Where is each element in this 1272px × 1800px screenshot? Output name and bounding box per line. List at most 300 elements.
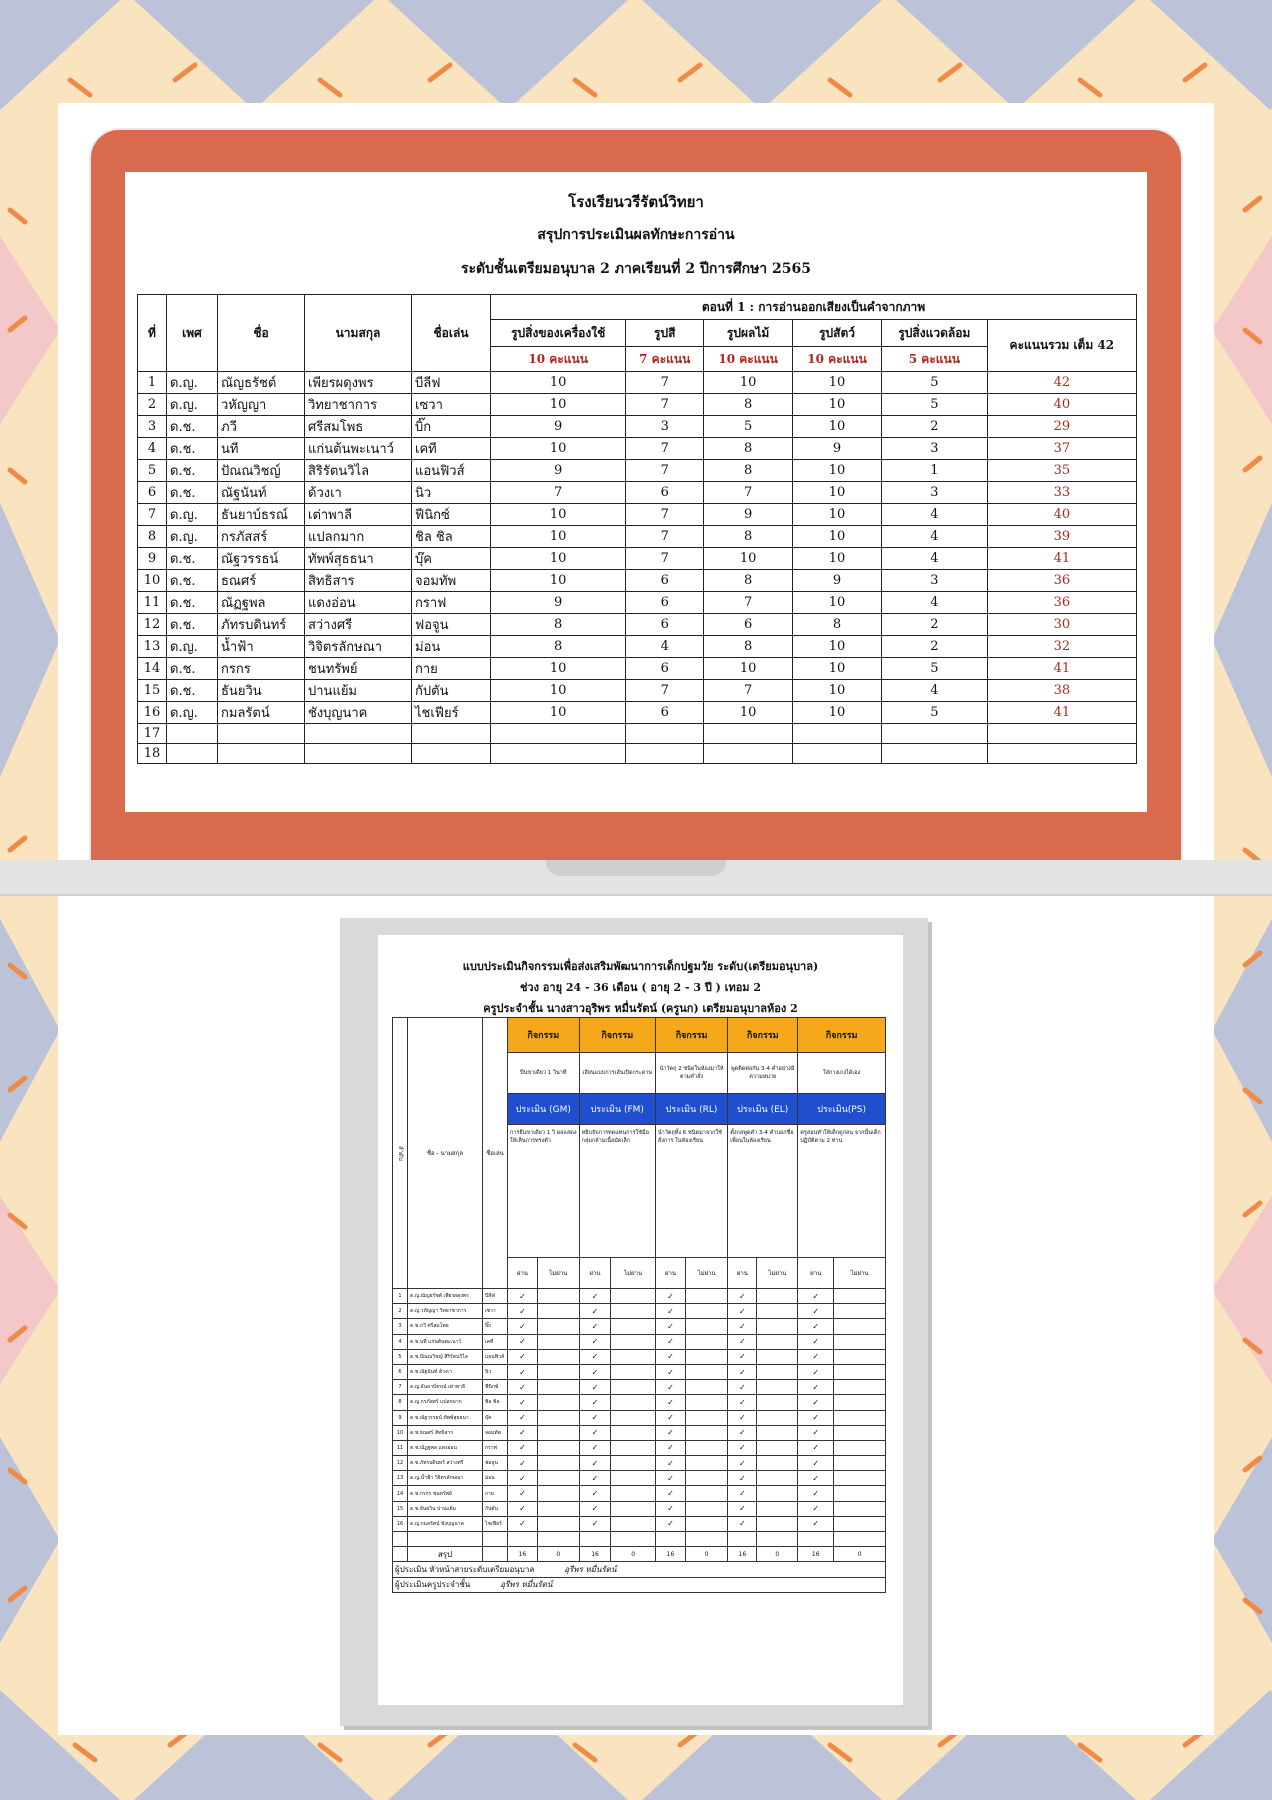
summary-fail: 0 — [537, 1547, 579, 1562]
score-row — [138, 526, 1137, 548]
cell-score: 10 — [793, 526, 882, 548]
fail-cell — [834, 1425, 886, 1440]
student-name: ด.ญ.วหัญญา วิทยาชาการ — [408, 1304, 483, 1319]
cell-score: 8 — [491, 614, 626, 636]
fail-cell — [834, 1471, 886, 1486]
cell-nickname: นิว — [412, 482, 491, 504]
cell-score: 10 — [491, 504, 626, 526]
cell-score: 7 — [626, 394, 704, 416]
cell-score: 10 — [793, 680, 882, 702]
fail-cell — [757, 1334, 798, 1349]
cell-no: 3 — [138, 416, 167, 438]
cell-nickname: บีลีฟ — [412, 372, 491, 394]
fail-cell — [834, 1486, 886, 1501]
cell-total: 42 — [987, 372, 1136, 394]
pass-check: ✓ — [579, 1516, 611, 1531]
pass-check: ✓ — [728, 1380, 757, 1395]
cell-nickname — [412, 744, 491, 764]
pass-check: ✓ — [728, 1471, 757, 1486]
cell-no: 5 — [138, 460, 167, 482]
fail-cell — [757, 1319, 798, 1334]
blank-cell — [393, 1547, 408, 1562]
cell-score: 7 — [626, 526, 704, 548]
fail-label: ไม่ผ่าน — [611, 1258, 655, 1289]
student-no: 6 — [393, 1364, 408, 1379]
cell-score: 8 — [704, 636, 793, 658]
fail-cell — [834, 1380, 886, 1395]
cell-surname — [305, 744, 412, 764]
cell-surname: วิจิตรลักษณา — [305, 636, 412, 658]
pass-check: ✓ — [655, 1380, 685, 1395]
student-nick: เซวา — [483, 1304, 508, 1319]
pass-check: ✓ — [508, 1319, 538, 1334]
signature: อุรีพร หมื่นรัตน์ — [564, 1564, 617, 1574]
pass-check: ✓ — [579, 1304, 611, 1319]
fail-cell — [834, 1334, 886, 1349]
cell-score: 8 — [704, 570, 793, 592]
cell-surname: สิทธิสาร — [305, 570, 412, 592]
summary-fail: 0 — [686, 1547, 728, 1562]
cell-nickname: จอมทัพ — [412, 570, 491, 592]
pass-check: ✓ — [728, 1304, 757, 1319]
cell-nickname: แอนฟิวส์ — [412, 460, 491, 482]
assessor-row — [393, 1577, 886, 1592]
cell-surname: ศรีสมโพธ — [305, 416, 412, 438]
activity-desc: พูดติดต่อกัน 3-4 คำอย่างมีความหมาย — [728, 1053, 798, 1094]
cell-no: 2 — [138, 394, 167, 416]
activity-desc: ใส่กางเกงได้เอง — [798, 1053, 886, 1094]
cell-score — [882, 744, 988, 764]
pass-check: ✓ — [798, 1501, 834, 1516]
score-row — [138, 724, 1137, 744]
assessment-header: ประเมิน (FM) — [579, 1094, 655, 1125]
pass-check: ✓ — [798, 1319, 834, 1334]
blank-cell — [686, 1532, 728, 1547]
fail-cell — [686, 1516, 728, 1531]
pass-check: ✓ — [579, 1440, 611, 1455]
fail-cell — [537, 1289, 579, 1304]
cell-gender: ด.ญ. — [167, 504, 218, 526]
student-name: ด.ช.ปัณณวิชญ์ สิริรัตนวิไล — [408, 1349, 483, 1364]
fail-cell — [537, 1440, 579, 1455]
cell-total: 41 — [987, 658, 1136, 680]
summary-pass: 16 — [579, 1547, 611, 1562]
pass-check: ✓ — [508, 1425, 538, 1440]
summary-fail: 0 — [834, 1547, 886, 1562]
cell-nickname: กราฟ — [412, 592, 491, 614]
fail-cell — [686, 1486, 728, 1501]
summary-document — [125, 172, 1147, 812]
cell-total — [987, 724, 1136, 744]
cell-name: ธันยาบ์ธรณ์ — [218, 504, 305, 526]
fail-cell — [537, 1471, 579, 1486]
cell-name: นที — [218, 438, 305, 460]
fail-cell — [686, 1456, 728, 1471]
cell-score: 10 — [793, 592, 882, 614]
cell-score: 7 — [626, 680, 704, 702]
student-no: 13 — [393, 1471, 408, 1486]
pass-check: ✓ — [655, 1456, 685, 1471]
student-name: ด.ช.ภวี ศรีสมโพธ — [408, 1319, 483, 1334]
eval-nick-header: ชื่อเล่น — [483, 1018, 508, 1289]
col-no: ที่ — [138, 295, 167, 372]
pass-check: ✓ — [579, 1380, 611, 1395]
fail-cell — [537, 1334, 579, 1349]
fail-cell — [834, 1516, 886, 1531]
cell-nickname: ม่อน — [412, 636, 491, 658]
assessment-desc: หยิบจับการทดแทนการใช้มือ กลุ่มกล้ามเนื้อมัดเล็ก — [579, 1125, 655, 1258]
student-nick: กราฟ — [483, 1440, 508, 1455]
summary-fail: 0 — [757, 1547, 798, 1562]
cell-score: 2 — [882, 416, 988, 438]
activity-desc: ปีนขาเดียว 1 วินาที — [508, 1053, 580, 1094]
cell-gender — [167, 744, 218, 764]
activity-desc: เลียนแบบการเส้นเปิดกระดาษ — [579, 1053, 655, 1094]
cell-score: 7 — [704, 482, 793, 504]
cell-score: 9 — [793, 438, 882, 460]
pass-check: ✓ — [508, 1334, 538, 1349]
pass-check: ✓ — [508, 1395, 538, 1410]
fail-cell — [537, 1380, 579, 1395]
cell-score: 7 — [626, 438, 704, 460]
score-row — [138, 394, 1137, 416]
fail-cell — [686, 1319, 728, 1334]
cell-score: 10 — [793, 394, 882, 416]
cell-gender: ด.ช. — [167, 592, 218, 614]
cell-score: 10 — [704, 548, 793, 570]
cell-gender: ด.ช. — [167, 416, 218, 438]
activity-header: กิจกรรม — [508, 1018, 580, 1053]
fail-cell — [834, 1349, 886, 1364]
fail-cell — [611, 1486, 655, 1501]
blank-cell — [483, 1547, 508, 1562]
fail-cell — [611, 1456, 655, 1471]
fail-cell — [757, 1349, 798, 1364]
cell-nickname: เคที — [412, 438, 491, 460]
pass-check: ✓ — [508, 1486, 538, 1501]
score-row — [138, 482, 1137, 504]
fail-cell — [537, 1486, 579, 1501]
activity-desc: นำวัตถุ 2 ชนิดในห้องมาให้ตามคำสั่ง — [655, 1053, 727, 1094]
cell-score — [704, 744, 793, 764]
pass-check: ✓ — [798, 1486, 834, 1501]
fail-cell — [686, 1304, 728, 1319]
cell-score: 9 — [491, 416, 626, 438]
cell-nickname: ฟอจูน — [412, 614, 491, 636]
pass-check: ✓ — [579, 1456, 611, 1471]
pass-check: ✓ — [798, 1440, 834, 1455]
score-row — [138, 570, 1137, 592]
blank-cell — [798, 1532, 834, 1547]
pass-check: ✓ — [508, 1364, 538, 1379]
cell-gender: ด.ญ. — [167, 372, 218, 394]
cell-surname: ชังบุญนาค — [305, 702, 412, 724]
cell-score: 6 — [626, 702, 704, 724]
cell-no: 1 — [138, 372, 167, 394]
score-row — [138, 438, 1137, 460]
pass-check: ✓ — [655, 1440, 685, 1455]
evaluation-table — [392, 1017, 886, 1593]
pass-check: ✓ — [655, 1486, 685, 1501]
assessment-desc: ครูสอนทำให้เด็กดูก่อน จากนั้นเด็กปฏิบัติตาม 2 ท่าน — [798, 1125, 886, 1258]
fail-cell — [537, 1364, 579, 1379]
cell-score: 5 — [704, 416, 793, 438]
cell-name: ณัฐนันท์ — [218, 482, 305, 504]
blank-cell — [408, 1532, 483, 1547]
fail-cell — [537, 1349, 579, 1364]
student-no: 12 — [393, 1456, 408, 1471]
pass-check: ✓ — [798, 1380, 834, 1395]
cell-score: 6 — [626, 658, 704, 680]
cell-score — [491, 744, 626, 764]
student-no: 9 — [393, 1410, 408, 1425]
fail-cell — [537, 1319, 579, 1334]
score-row — [138, 372, 1137, 394]
cat-label: รูปสี — [626, 320, 704, 347]
fail-cell — [834, 1364, 886, 1379]
pass-check: ✓ — [508, 1456, 538, 1471]
pass-check: ✓ — [728, 1334, 757, 1349]
fail-cell — [611, 1289, 655, 1304]
cell-surname — [305, 724, 412, 744]
cell-score: 10 — [793, 658, 882, 680]
fail-cell — [757, 1425, 798, 1440]
fail-cell — [611, 1364, 655, 1379]
pass-check: ✓ — [798, 1304, 834, 1319]
cell-score — [626, 724, 704, 744]
fail-cell — [757, 1471, 798, 1486]
pass-label: ผ่าน — [655, 1258, 685, 1289]
col-gender: เพศ — [167, 295, 218, 372]
score-row — [138, 614, 1137, 636]
cell-score: 4 — [882, 680, 988, 702]
assessment-header: ประเมิน(PS) — [798, 1094, 886, 1125]
pass-check: ✓ — [728, 1486, 757, 1501]
pass-check: ✓ — [728, 1516, 757, 1531]
score-row — [138, 680, 1137, 702]
summary-pass: 16 — [655, 1547, 685, 1562]
fail-cell — [757, 1486, 798, 1501]
pass-check: ✓ — [508, 1440, 538, 1455]
cat-points: 10 คะแนน — [491, 347, 626, 372]
cell-gender: ด.ญ. — [167, 636, 218, 658]
summary-pass: 16 — [728, 1547, 757, 1562]
pass-check: ✓ — [728, 1410, 757, 1425]
cell-no: 10 — [138, 570, 167, 592]
eval-student-row — [393, 1395, 886, 1410]
fail-cell — [611, 1516, 655, 1531]
eval-student-row — [393, 1349, 886, 1364]
fail-cell — [757, 1304, 798, 1319]
student-name: ด.ช.ณัฐนันท์ ด้วงเา — [408, 1364, 483, 1379]
eval-student-row — [393, 1456, 886, 1471]
fail-cell — [686, 1501, 728, 1516]
cell-score: 10 — [491, 372, 626, 394]
student-no: 7 — [393, 1380, 408, 1395]
student-name: ด.ช.ณัฐวรรธน์ ทัพพ์สุธธนา — [408, 1410, 483, 1425]
cell-score: 10 — [793, 548, 882, 570]
fail-cell — [611, 1410, 655, 1425]
fail-cell — [611, 1440, 655, 1455]
pass-check: ✓ — [728, 1349, 757, 1364]
student-no: 5 — [393, 1349, 408, 1364]
cell-score: 9 — [793, 570, 882, 592]
eval-student-row — [393, 1410, 886, 1425]
cell-score: 9 — [491, 592, 626, 614]
pass-check: ✓ — [798, 1334, 834, 1349]
student-nick: กัปตัน — [483, 1501, 508, 1516]
cell-surname: ปานแย้ม — [305, 680, 412, 702]
pass-check: ✓ — [508, 1471, 538, 1486]
pass-check: ✓ — [655, 1289, 685, 1304]
cell-no: 12 — [138, 614, 167, 636]
cell-name — [218, 724, 305, 744]
cell-score: 8 — [491, 636, 626, 658]
eval-header-row — [393, 1018, 886, 1053]
eval-student-row — [393, 1319, 886, 1334]
cell-score: 3 — [882, 570, 988, 592]
cell-surname: สิริรัตนวิไล — [305, 460, 412, 482]
cat-label: รูปสิ่งแวดล้อม — [882, 320, 988, 347]
pass-check: ✓ — [579, 1410, 611, 1425]
cell-no: 18 — [138, 744, 167, 764]
cell-score: 4 — [882, 548, 988, 570]
student-no: 11 — [393, 1440, 408, 1455]
cell-gender: ด.ช. — [167, 548, 218, 570]
pass-check: ✓ — [655, 1364, 685, 1379]
cell-score: 8 — [704, 394, 793, 416]
fail-label: ไม่ผ่าน — [537, 1258, 579, 1289]
pass-check: ✓ — [728, 1440, 757, 1455]
cat-points: 10 คะแนน — [704, 347, 793, 372]
cell-total: 40 — [987, 394, 1136, 416]
fail-cell — [834, 1440, 886, 1455]
cell-score: 3 — [882, 482, 988, 504]
pass-label: ผ่าน — [728, 1258, 757, 1289]
cell-score: 4 — [882, 526, 988, 548]
student-no: 8 — [393, 1395, 408, 1410]
cell-no: 9 — [138, 548, 167, 570]
cell-score: 2 — [882, 614, 988, 636]
cell-gender: ด.ช. — [167, 570, 218, 592]
pass-check: ✓ — [798, 1471, 834, 1486]
cat-label: รูปสัตว์ — [793, 320, 882, 347]
student-no: 1 — [393, 1289, 408, 1304]
cell-score: 10 — [491, 394, 626, 416]
cell-score: 10 — [793, 504, 882, 526]
fail-cell — [757, 1395, 798, 1410]
cell-nickname: กาย — [412, 658, 491, 680]
cell-score: 6 — [704, 614, 793, 636]
cell-score: 10 — [491, 438, 626, 460]
cell-no: 17 — [138, 724, 167, 744]
fail-cell — [686, 1364, 728, 1379]
cell-gender — [167, 724, 218, 744]
pass-check: ✓ — [508, 1304, 538, 1319]
student-no: 4 — [393, 1334, 408, 1349]
cell-no: 7 — [138, 504, 167, 526]
cell-score: 4 — [882, 504, 988, 526]
pass-check: ✓ — [579, 1319, 611, 1334]
pass-check: ✓ — [655, 1471, 685, 1486]
student-no: 14 — [393, 1486, 408, 1501]
student-nick: บุ๊ค — [483, 1410, 508, 1425]
blank-cell — [537, 1532, 579, 1547]
eval-student-row — [393, 1380, 886, 1395]
cell-no: 15 — [138, 680, 167, 702]
cell-total: 29 — [987, 416, 1136, 438]
fail-cell — [537, 1395, 579, 1410]
score-row — [138, 658, 1137, 680]
pass-check: ✓ — [508, 1501, 538, 1516]
pass-check: ✓ — [579, 1486, 611, 1501]
score-row — [138, 592, 1137, 614]
score-row — [138, 702, 1137, 724]
fail-cell — [686, 1289, 728, 1304]
eval-student-row — [393, 1471, 886, 1486]
pass-check: ✓ — [728, 1501, 757, 1516]
cell-surname: สว่างศรี — [305, 614, 412, 636]
cell-score: 7 — [491, 482, 626, 504]
cell-score: 10 — [793, 460, 882, 482]
col-total: คะแนนรวม เต็ม 42 — [987, 320, 1136, 372]
cell-surname: แปลกมาก — [305, 526, 412, 548]
cell-nickname: กัปตัน — [412, 680, 491, 702]
cell-name: น้ำฟ้า — [218, 636, 305, 658]
fail-cell — [757, 1501, 798, 1516]
cell-score: 10 — [793, 636, 882, 658]
pass-check: ✓ — [579, 1364, 611, 1379]
pass-check: ✓ — [798, 1395, 834, 1410]
pass-check: ✓ — [655, 1334, 685, 1349]
eval-student-row — [393, 1334, 886, 1349]
cell-gender: ด.ช. — [167, 658, 218, 680]
pass-label: ผ่าน — [579, 1258, 611, 1289]
pass-label: ผ่าน — [798, 1258, 834, 1289]
fail-cell — [611, 1349, 655, 1364]
fail-label: ไม่ผ่าน — [686, 1258, 728, 1289]
cell-score: 7 — [704, 680, 793, 702]
pass-check: ✓ — [798, 1516, 834, 1531]
cell-gender: ด.ช. — [167, 460, 218, 482]
cell-name: วหัญญา — [218, 394, 305, 416]
student-name: ด.ญ.กมลรัตน์ ชังบุญนาค — [408, 1516, 483, 1531]
summary-pass: 16 — [508, 1547, 538, 1562]
student-name: ด.ช.ณัฏฐพล แดงอ่อน — [408, 1440, 483, 1455]
pass-check: ✓ — [798, 1349, 834, 1364]
eval-student-row — [393, 1425, 886, 1440]
fail-label: ไม่ผ่าน — [757, 1258, 798, 1289]
cell-score — [491, 724, 626, 744]
student-nick: ฟีนิกซ์ — [483, 1380, 508, 1395]
cell-score: 7 — [626, 548, 704, 570]
assessment-desc: นำวัตถุทั้ง 6 ชนิดมาจากใช้สั่งการ ในห้องเรียน — [655, 1125, 727, 1258]
cell-gender: ด.ช. — [167, 680, 218, 702]
fail-cell — [537, 1456, 579, 1471]
activity-header: กิจกรรม — [579, 1018, 655, 1053]
student-no: 2 — [393, 1304, 408, 1319]
pass-check: ✓ — [579, 1395, 611, 1410]
cell-gender: ด.ช. — [167, 438, 218, 460]
pass-check: ✓ — [728, 1425, 757, 1440]
pass-check: ✓ — [655, 1410, 685, 1425]
cell-score: 8 — [704, 438, 793, 460]
cell-score: 8 — [793, 614, 882, 636]
assessment-header: ประเมิน (GM) — [508, 1094, 580, 1125]
pass-check: ✓ — [579, 1334, 611, 1349]
score-row — [138, 548, 1137, 570]
assessor-row — [393, 1562, 886, 1577]
